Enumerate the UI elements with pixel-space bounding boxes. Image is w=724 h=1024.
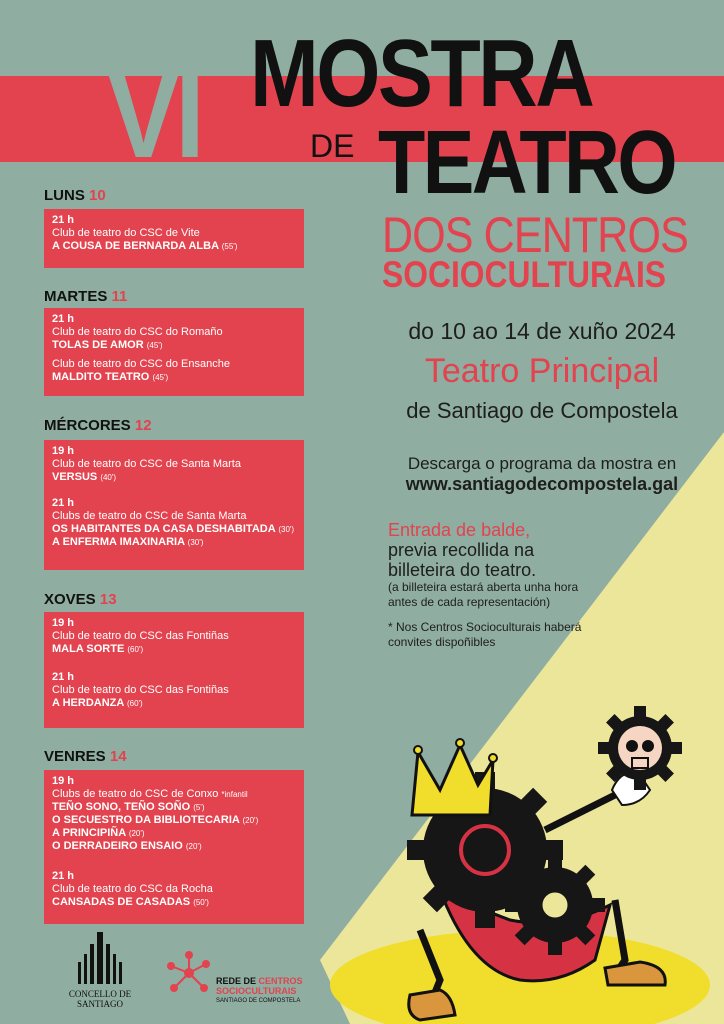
slot-time: 21 h — [52, 671, 75, 683]
slot-time: 19 h — [52, 775, 75, 787]
play-title — [52, 523, 296, 536]
day-heading-mercores — [44, 417, 152, 434]
play-title-text: A HERDANZA — [52, 697, 124, 709]
title-teatro: TEATRO — [378, 113, 675, 213]
rede-line-3: SANTIAGO DE COMPOSTELA — [216, 998, 301, 1004]
event-venue: Teatro Principal — [424, 352, 660, 390]
club-name: Club de teatro do CSC de Vite — [52, 227, 200, 239]
play-title — [52, 371, 296, 384]
play-title-text: MALDITO TEATRO — [52, 371, 150, 383]
shoe-right — [605, 962, 665, 985]
play-title-text: O SECUESTRO DA BIBLIOTECARIA — [52, 814, 240, 826]
rede-line-1: REDE DE — [216, 976, 257, 986]
day-number: 11 — [111, 288, 128, 305]
play-duration: (30') — [187, 538, 204, 547]
play-title — [52, 801, 296, 814]
play-title-text: TOLAS DE AMOR — [52, 339, 144, 351]
day-heading-martes — [44, 288, 127, 305]
gear-icon-small — [505, 855, 605, 955]
title-mostra: MOSTRA — [250, 20, 593, 127]
event-city: de Santiago de Compostela — [406, 398, 678, 423]
day-box-mercores — [44, 440, 304, 570]
play-title — [52, 339, 296, 352]
play-duration: (30') — [278, 525, 295, 534]
day-heading-xoves — [44, 591, 117, 608]
play-title-text: O DERRADEIRO ENSAIO — [52, 840, 183, 852]
club-name: Club de teatro do CSC do Ensanche — [52, 358, 230, 370]
shoe-left — [409, 990, 455, 1020]
play-title-text: MALA SORTE — [52, 643, 125, 655]
time-slot — [52, 444, 296, 484]
network-icon — [166, 950, 212, 996]
title-socioculturais: SOCIOCULTURAIS — [382, 254, 667, 295]
skull-gear-icon — [598, 706, 682, 790]
day-number: 12 — [134, 417, 152, 434]
rede-line-2: SOCIOCULTURAIS — [216, 986, 297, 996]
time-slot — [52, 774, 296, 853]
play-duration: (50') — [193, 898, 209, 907]
edition-number: VI — [108, 51, 202, 183]
play-title-text: A COUSA DE BERNARDA ALBA — [52, 240, 219, 252]
play-duration: (20') — [128, 829, 145, 838]
time-slot — [52, 616, 296, 656]
slot-time: 21 h — [52, 497, 75, 509]
day-name: LUNS — [44, 187, 85, 204]
play-title-text: CANSADAS DE CASADAS — [52, 896, 191, 908]
play-title-text: A PRINCIPIÑA — [52, 827, 126, 839]
play-title — [52, 827, 296, 840]
time-slot — [52, 496, 296, 549]
time-slot — [52, 670, 296, 710]
slot-time: 21 h — [52, 313, 75, 325]
club-name: Club de teatro do CSC da Rocha — [52, 883, 213, 895]
play-title — [52, 536, 296, 549]
slot-time: 19 h — [52, 617, 75, 629]
rede-text — [216, 976, 346, 1006]
play-duration: (45') — [152, 373, 169, 382]
play-duration: (20') — [242, 816, 259, 825]
rede-line-1b: CENTROS — [258, 976, 303, 986]
day-box-venres — [44, 770, 304, 924]
entry-line-4: (a billeteira estará aberta unha hora — [388, 580, 579, 594]
play-duration: (20') — [185, 842, 202, 851]
day-box-xoves — [44, 612, 304, 728]
title-de: DE — [310, 128, 355, 164]
club-name-text: Clubs de teatro do CSC de Conxo — [52, 788, 219, 800]
entry-line-5: antes de cada representación) — [388, 595, 551, 609]
day-heading-luns — [44, 187, 106, 204]
play-title — [52, 896, 296, 909]
concello-line-2: SANTIAGO — [77, 999, 123, 1009]
website-link[interactable]: www.santiagodecompostela.gal — [405, 474, 679, 494]
day-heading-venres — [44, 748, 127, 765]
play-title — [52, 643, 296, 656]
invitations-note: * Nos Centros Socioculturais haberá convites dispoñibles — [388, 620, 582, 649]
day-number: 10 — [89, 187, 106, 204]
time-slot — [52, 312, 296, 384]
entry-line-2: previa recollida na — [388, 540, 535, 560]
day-box-luns — [44, 209, 304, 268]
time-slot — [52, 869, 296, 909]
rede-logo — [166, 950, 303, 1004]
entry-info — [388, 520, 688, 650]
concello-logo — [60, 932, 140, 1009]
play-title — [52, 471, 296, 484]
time-slot — [52, 213, 296, 253]
download-text: Descarga o programa da mostra en — [407, 454, 677, 473]
club-note: *infantil — [221, 790, 248, 799]
slot-time: 21 h — [52, 214, 75, 226]
day-number: 14 — [109, 748, 127, 765]
play-duration: (55') — [221, 242, 238, 251]
day-name: VENRES — [44, 748, 106, 765]
club-name: Club de teatro do CSC das Fontiñas — [52, 630, 229, 642]
day-name: MARTES — [44, 288, 108, 305]
day-name: MÉRCORES — [44, 417, 131, 434]
play-title-text: OS HABITANTES DA CASA DESHABITADA — [52, 523, 276, 535]
club-name: Clubs de teatro do CSC de Santa Marta — [52, 510, 247, 522]
play-title — [52, 814, 296, 827]
play-duration: (40') — [100, 473, 117, 482]
play-title — [52, 840, 296, 853]
slot-time: 21 h — [52, 870, 75, 882]
event-dates: do 10 ao 14 de xuño 2024 — [408, 318, 676, 344]
club-name — [52, 788, 296, 801]
play-title — [52, 697, 296, 710]
day-box-martes — [44, 308, 304, 396]
entry-line-3: billeteira do teatro. — [388, 560, 537, 580]
play-title — [52, 240, 296, 253]
play-duration: (5') — [193, 803, 205, 812]
slot-time: 19 h — [52, 445, 75, 457]
play-title-text: TEÑO SONO, TEÑO SOÑO — [52, 801, 191, 813]
concello-line-1: CONCELLO DE — [68, 989, 132, 999]
play-title-text: A ENFERMA IMAXINARIA — [52, 536, 185, 548]
play-duration: (45') — [146, 341, 163, 350]
day-number: 13 — [99, 591, 117, 608]
club-name: Club de teatro do CSC de Santa Marta — [52, 458, 241, 470]
club-name: Club de teatro do CSC do Romaño — [52, 326, 223, 338]
play-duration: (60') — [126, 699, 143, 708]
title-dos-centros: DOS CENTROS — [382, 207, 688, 263]
play-duration: (60') — [127, 645, 144, 654]
cathedral-icon — [75, 932, 125, 984]
play-title-text: VERSUS — [52, 471, 98, 483]
club-name: Club de teatro do CSC das Fontiñas — [52, 684, 229, 696]
entry-line-1: Entrada de balde, — [388, 520, 531, 540]
day-name: XOVES — [44, 591, 96, 608]
